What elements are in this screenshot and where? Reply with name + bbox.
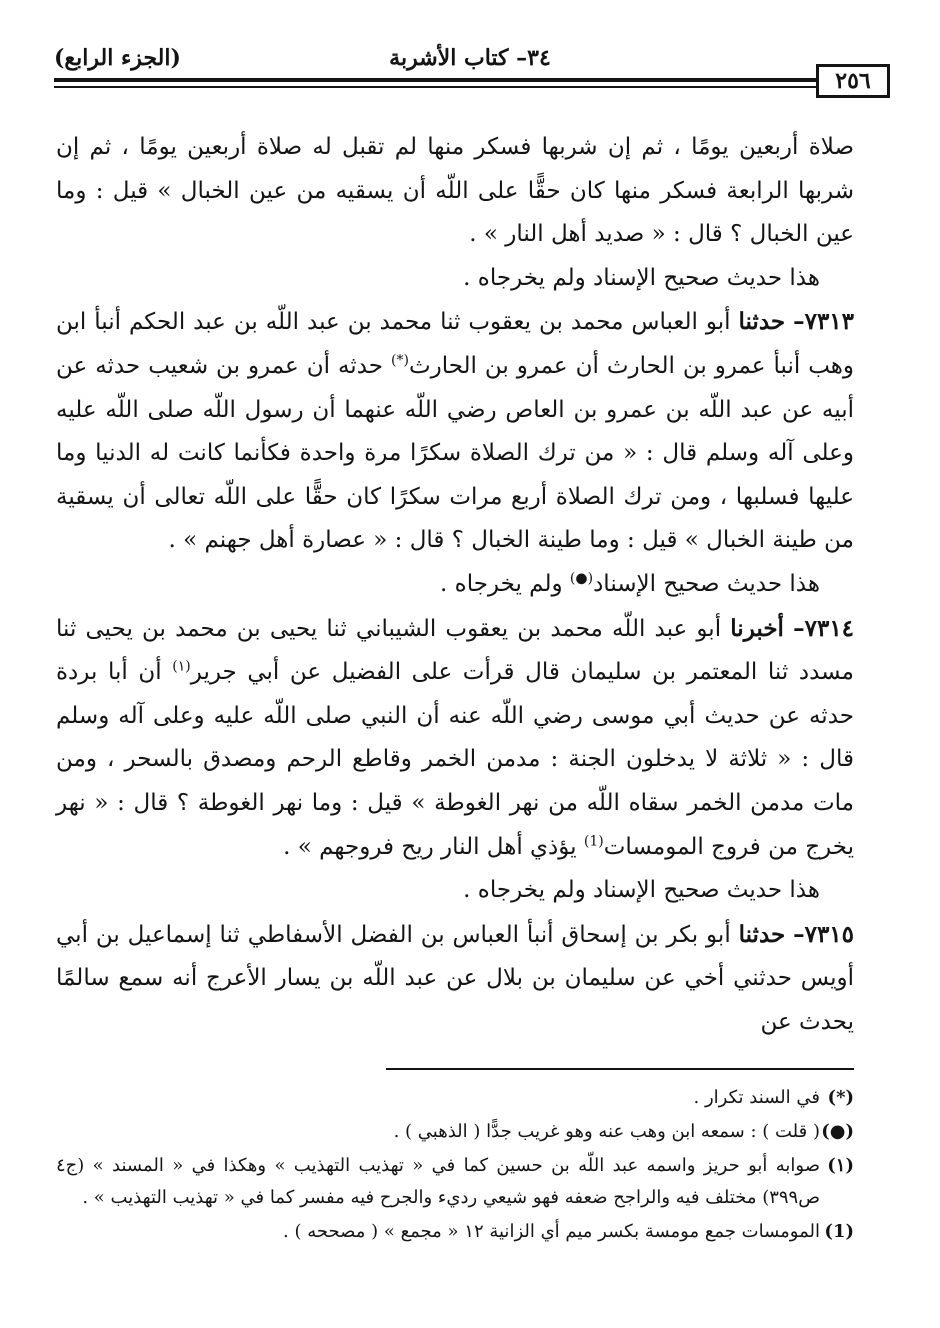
footnote-1 [56, 1150, 854, 1214]
grading-note-3: هذا حديث صحيح الإسناد ولم يخرجاه . [463, 877, 820, 904]
footnote-ref-1: (١) [172, 658, 191, 675]
footnote-star [56, 1082, 854, 1114]
hadith-text: حدثه أن عمرو بن شعيب حدثه عن أبيه عن عبد اللّه بن عمرو بن العاص رضي اللّه عنهما أن رسول اللّه صلى اللّه عليه وعلى آله وسلم قال : « من ترك الصلاة سكرًا مرة واحدة فكأنما كانت له الدنيا وما عليها فسلبها ، ومن ترك الصلاة أربع مرات سكرًا كان حقًّا على اللّه تعالى أن يسقية من طينة الخبال » قيل : وما طينة الخبال ؟ قال : « عصارة أهل جهنم » . [56, 352, 854, 554]
hadith-text: أبو العباس محمد بن يعقوب ثنا محمد بن عبد اللّه بن عبد الحكم أنبأ ابن وهب أنبأ عمرو بن الحارث أن عمرو بن الحارث [56, 309, 855, 379]
hadith-text: أن أبا بردة حدثه عن حديث أبي موسى رضي اللّه عنه أن النبي صلى اللّه عليه وعلى آله وسلم قال : « ثلاثة لا يدخلون الجنة : مدمن الخمر وقاطع الرحم ومصدق بالسحر ، ومن مات مدمن الخمر سقاه اللّه من نهر الغوطة » قيل : وما نهر الغوطة ؟ قال : « نهر يخرج من فروج المومسات [56, 659, 854, 860]
hadith-text: أبو عبد اللّه محمد بن يعقوب الشيباني ثنا يحيى بن محمد بن يحيى ثنا مسدد ثنا المعتمر بن سليمان قال قرأت على الفضيل عن أبي جرير [56, 615, 854, 686]
footnote-1-latin [56, 1216, 854, 1248]
footnote-separator [386, 1068, 854, 1070]
footnote-mark: (١) [827, 1155, 854, 1176]
running-header [54, 44, 890, 124]
footnote-text: ( قلت ) : سمعه ابن وهب عنه وهو غريب جدًّا ( الذهبي ) . [393, 1121, 820, 1142]
hadith-text: أبو بكر بن إسحاق أنبأ العباس بن الفضل الأسفاطي ثنا إسماعيل بن أبي أويس حدثني أخي عن سليمان بن بلال عن عبد اللّه بن يسار الأعرج أنه سمع سالمًا يحدث عن [56, 921, 854, 1035]
footnote-ref-dot: (●) [569, 570, 594, 587]
grading-note-1: هذا حديث صحيح الإسناد ولم يخرجاه . [463, 264, 820, 291]
header-rule-thick [54, 78, 816, 82]
footnote-mark: (*) [827, 1087, 854, 1108]
narration-verb: أخبرنا [730, 614, 784, 642]
narration-verb: حدثنا [738, 920, 786, 948]
volume-label: (الجزء الرابع) [54, 45, 181, 71]
hadith-number: ٧٣١٥ [804, 920, 855, 948]
narration-verb: حدثنا [738, 308, 786, 336]
footnote-ref-1-latin: (1) [583, 832, 604, 849]
footnote-text: المومسات جمع مومسة بكسر ميم أي الزانية ١٢ « مجمع » ( مصححه ) . [283, 1221, 820, 1242]
footnote-dot [56, 1116, 854, 1148]
footnote-text: في السند تكرار . [693, 1087, 820, 1108]
footnotes [56, 1082, 854, 1250]
footnote-mark: (●) [821, 1121, 854, 1142]
main-text [56, 126, 854, 1044]
hadith-number: ٧٣١٣ [804, 308, 855, 336]
page-number-box: ٢٥٦ [816, 64, 890, 98]
footnote-mark: (1) [824, 1221, 854, 1242]
hadith-7313: ٧٣١٣– حدثنا أبو العباس محمد بن يعقوب ثنا محمد بن عبد اللّه بن عبد الحكم أنبأ ابن وهب أنبأ عمرو بن الحارث أن عمرو بن الحارث(*) حدثه أن عمرو بن شعيب حدثه عن أبيه عن عبد اللّه بن عمرو بن العاص رضي اللّه عنهما أن رسول اللّه صلى اللّه عليه وعلى آله وسلم قال : « من ترك الصلاة سكرًا مرة واحدة فكأنما كانت له الدنيا وما عليها فسلبها ، ومن ترك الصلاة أربع مرات سكرًا كان حقًّا على اللّه تعالى أن يسقية من طينة الخبال » قيل : وما طينة الخبال ؟ قال : « عصارة أهل جهنم » . [56, 308, 855, 554]
grading-note-2: هذا حديث صحيح الإسناد(●) ولم يخرجاه . [440, 570, 820, 597]
paragraph-continuation: صلاة أربعين يومًا ، ثم إن شربها فسكر منها لم تقبل له صلاة أربعين يومًا ، ثم إن شربها الرابعة فسكر منها كان حقًّا على اللّه أن يسقيه من عين الخبال » قيل : وما عين الخبال ؟ قال : « صديد أهل النار » . [56, 134, 854, 248]
hadith-text: يؤذي أهل النار ريح فروجهم » . [283, 833, 577, 860]
header-rule-thin [54, 86, 816, 88]
hadith-number: ٧٣١٤ [804, 614, 855, 642]
book-title: ٣٤– كتاب الأشربة [389, 45, 551, 71]
footnote-text: صوابه أبو حريز واسمه عبد اللّه بن حسين كما في « تهذيب التهذيب » وهكذا في « المسند » (ج٤ ص٣٩٩) مختلف فيه والراجح ضعفه فهو شيعي رديء والجرح فيه مفسر كما في « تهذيب التهذيب » . [56, 1155, 820, 1208]
footnote-ref-star: (*) [391, 352, 409, 369]
hadith-7315: ٧٣١٥– حدثنا أبو بكر بن إسحاق أنبأ العباس بن الفضل الأسفاطي ثنا إسماعيل بن أبي أويس حدثني أخي عن سليمان بن بلال عن عبد اللّه بن يسار الأعرج أنه سمع سالمًا يحدث عن [56, 920, 855, 1035]
hadith-7314: ٧٣١٤– أخبرنا أبو عبد اللّه محمد بن يعقوب الشيباني ثنا يحيى بن محمد بن يحيى ثنا مسدد ثنا المعتمر بن سليمان قال قرأت على الفضيل عن أبي جرير$^{(١)}$ أن أبا بردة حدثه عن حديث أبي موسى رضي اللّه عنه أن النبي صلى اللّه عليه وعلى آله وسلم قال : « ثلاثة لا يدخلون الجنة : مدمن الخمر وقاطع الرحم ومصدق بالسحر ، ومن مات مدمن الخمر سقاه اللّه من نهر الغوطة » قيل : وما نهر الغوطة ؟ قال : « نهر يخرج من فروج المومسات$^{(1)}$ يؤذي أهل النار ريح فروجهم » . [56, 614, 855, 860]
